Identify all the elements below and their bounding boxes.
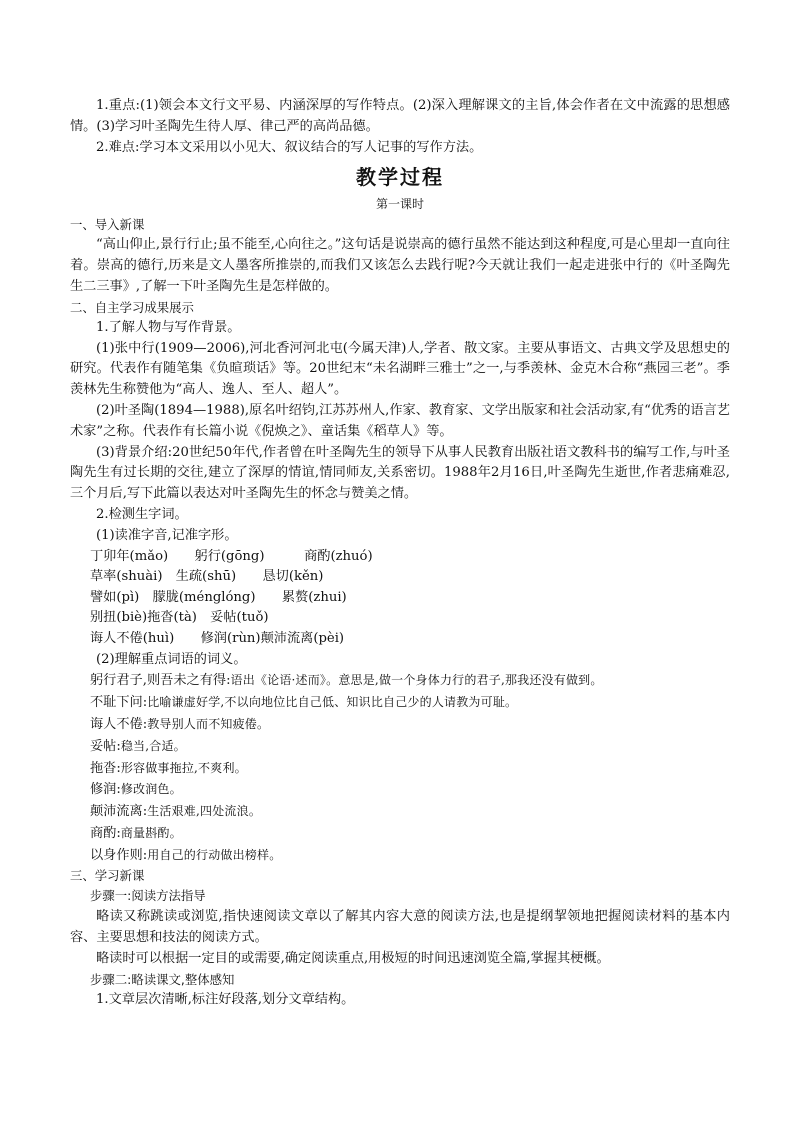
word-list — [70, 547, 730, 650]
objective-difficult-points: 2.难点:学习本文采用以小见大、叙议结合的写人记事的写作方法。 — [96, 139, 483, 155]
definition-text: 商量斟酌。 — [120, 825, 182, 840]
definition-term: 拖沓: — [90, 760, 121, 776]
definition-item — [70, 845, 730, 867]
author-bio-ye: (2)叶圣陶(1894—1988),原名叶绍钧,江苏苏州人,作家、教育家、文学出版家和社会活动家,有“优秀的语言艺术家”之称。代表作有长篇小说《倪焕之》、童话集《稻草人》等。 — [70, 402, 730, 439]
definition-term: 商酌: — [90, 825, 121, 841]
page-title: 教学过程 — [356, 165, 444, 190]
section-heading-new-lesson: 三、学习新课 — [70, 868, 145, 884]
definition-term: 躬行君子,则吾未之有得: — [90, 673, 231, 689]
word-line: 别扭(biè)拖沓(tà) 妥帖(tuǒ) — [90, 610, 269, 626]
definition-term: 颠沛流离: — [90, 804, 148, 820]
intro-paragraph: “高山仰止,景行行止;虽不能至,心向往之。”这句话是说崇高的德行虽然不能达到这种程度,可是心里却一直向往着。崇高的德行,历来是文人墨客所推崇的,而我们又该怎么去践行呢?今天就让我们一起走进张中行的《叶圣陶先生二三事》,了解一下叶圣陶先生是怎样做的。 — [70, 237, 730, 294]
definition-text: 教导别人而不知疲倦。 — [147, 716, 270, 731]
definition-term: 诲人不倦: — [90, 716, 148, 732]
definition-term: 妥帖: — [90, 738, 121, 754]
definition-item — [70, 670, 730, 692]
skimming-method: 略读时可以根据一定目的或需要,确定阅读重点,用极短的时间迅速浏览全篇,掌握其梗概。 — [96, 950, 610, 966]
author-bio-zhang: (1)张中行(1909—2006),河北香河河北屯(今属天津)人,学者、散文家。主要从事语文、古典文学及思想史的研究。代表作有随笔集《负暄琐话》等。20世纪末“未名湖畔三雅士”之一,与季羡林、金克木合称“燕园三老”。季羡林先生称赞他为“高人、逸人、至人、超人”。 — [70, 340, 730, 398]
section-heading-self-study: 二、自主学习成果展示 — [70, 299, 194, 315]
definition-item — [70, 823, 730, 845]
background-paragraph: (3)背景介绍:20世纪50年代,作者曾在叶圣陶先生的领导下从事人民教育出版社语文教科书的编写工作,与叶圣陶先生有过长期的交往,建立了深厚的情谊,情同师友,关系密切。1988年2月16日,叶圣陶先生逝世,作者悲痛难忍,三个月后,写下此篇以表达对叶圣陶先生的怀念与赞美之情。 — [70, 444, 730, 502]
step-2-heading: 步骤二:略读课文,整体感知 — [90, 971, 235, 987]
definition-text: 稳当,合适。 — [120, 738, 186, 753]
self-study-item-1: 1.了解人物与写作背景。 — [96, 319, 241, 335]
definition-item — [70, 779, 730, 801]
step-1-heading: 步骤一:阅读方法指导 — [90, 888, 206, 904]
word-line: 草率(shuài) 生疏(shū) 恳切(kěn) — [90, 569, 324, 585]
definition-text: 形容做事拖拉,不爽利。 — [120, 760, 247, 775]
definition-text: 生活艰难,四处流浪。 — [147, 804, 262, 819]
definition-item — [70, 736, 730, 758]
section-heading-intro: 一、导入新课 — [70, 217, 145, 233]
word-line: 譬如(pì) 朦胧(ménglóng) 累赘(zhui) — [90, 589, 347, 605]
definition-item — [70, 801, 730, 823]
definition-item — [70, 692, 730, 714]
self-study-item-2: 2.检测生字词。 — [96, 506, 188, 522]
word-line: 丁卯年(mǎo) 躬行(gōng) 商酌(zhuó) — [90, 548, 373, 564]
definition-text: 语出《论语·述而》。意思是,做一个身体力行的君子,那我还没有做到。 — [230, 673, 603, 688]
lesson-period: 第一课时 — [375, 197, 424, 212]
definitions-heading: (2)理解重点词语的词义。 — [96, 651, 247, 667]
definition-item — [70, 714, 730, 736]
definition-term: 修润: — [90, 782, 121, 798]
definition-text: 比喻谦虚好学,不以向地位比自己低、知识比自己少的人请教为可耻。 — [147, 695, 518, 710]
word-line: 诲人不倦(huì) 修润(rùn)颠沛流离(pèi) — [90, 630, 345, 646]
definition-item — [70, 758, 730, 780]
skimming-definition: 略读又称跳读或浏览,指快速阅读文章以了解其内容大意的阅读方法,也是提纲挈领地把握阅读材料的基本内容、主要思想和技法的阅读方式。 — [70, 909, 730, 946]
objective-key-points: 1.重点:(1)领会本文行文平易、内涵深厚的写作特点。(2)深入理解课文的主旨,体会作者在文中流露的思想感情。(3)学习叶圣陶先生待人厚、律己严的高尚品德。 — [70, 98, 730, 134]
document-page — [70, 96, 730, 1011]
definition-term: 以身作则: — [90, 847, 148, 863]
pronunciation-heading: (1)读准字音,记准字形。 — [96, 527, 238, 543]
definition-text: 用自己的行动做出榜样。 — [147, 847, 282, 862]
definition-list — [70, 670, 730, 866]
structure-task: 1.文章层次清晰,标注好段落,划分文章结构。 — [96, 992, 355, 1008]
definition-term: 不耻下问: — [90, 695, 148, 711]
definition-text: 修改润色。 — [120, 782, 182, 797]
